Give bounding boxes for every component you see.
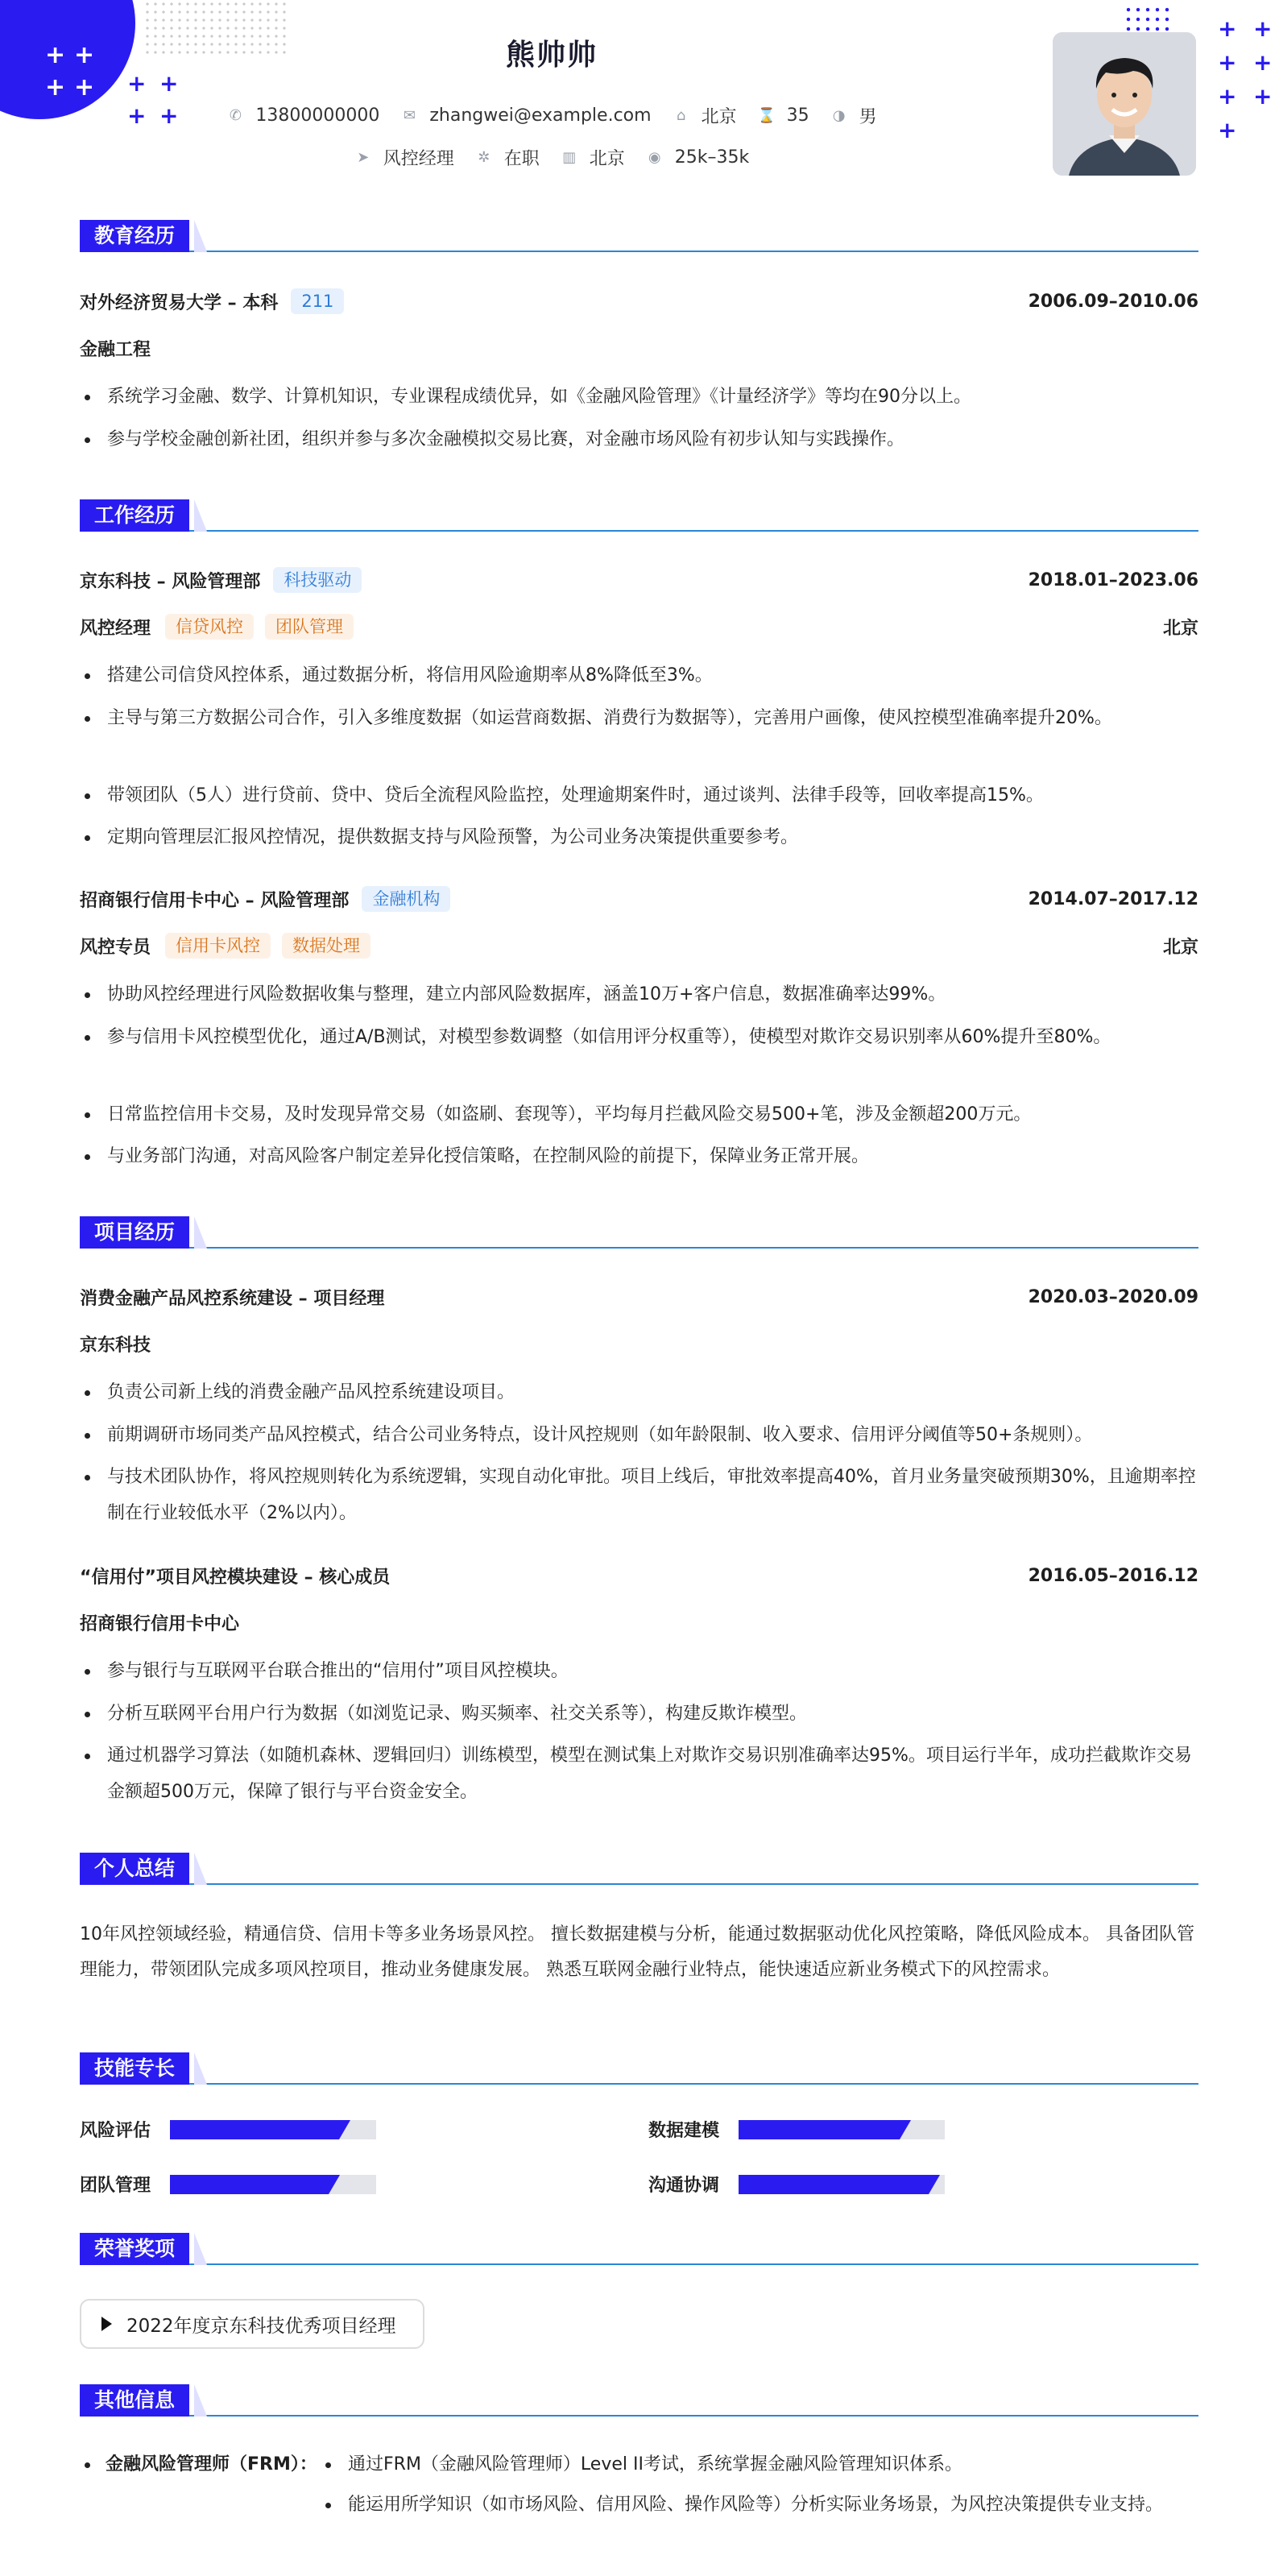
home-icon: ⌂: [676, 106, 686, 124]
status-icon: ✲: [478, 148, 490, 166]
section-title: 个人总结: [80, 1853, 189, 1885]
project-name: “信用付”项目风控模块建设 – 核心成员: [80, 1567, 391, 1588]
plus-decor-icon: +: [1218, 49, 1237, 76]
skill-level-fill: [170, 2120, 339, 2139]
email-item: [400, 106, 651, 126]
contact-row: [0, 103, 1103, 128]
job-icon: ➤: [357, 148, 370, 166]
job-location: 北京: [1162, 937, 1198, 958]
project-org: 招商银行信用卡中心: [80, 1613, 240, 1634]
project-header: [80, 1282, 1198, 1311]
plus-decor-icon: +: [74, 73, 95, 101]
skill-level-bar: [170, 2120, 376, 2139]
list-item: 通过FRM（金融风险管理师）Level II考试，系统掌握金融风险管理知识体系。: [321, 2446, 1198, 2483]
list-item: 前期调研市场同类产品风控模式，结合公司业务特点，设计风控规则（如年龄限制、收入要求、信用评分阈值等50+条规则）。: [80, 1417, 1198, 1453]
job-date: 2014.07–2017.12: [1028, 888, 1198, 909]
list-item: 负责公司新上线的消费金融产品风控系统建设项目。: [80, 1374, 1198, 1410]
summary-text: 10年风控领域经验，精通信贷、信用卡等多业务场景风控。 擅长数据建模与分析，能通过数据驱动优化风控策略，降低风险成本。 具备团队管理能力，带领团队完成多项风控项目，推动业务健康发展。 熟悉互联网金融行业特点，能快速适应新业务模式下的风控需求。: [80, 1924, 1194, 1980]
project-date: 2020.03–2020.09: [1028, 1286, 1198, 1307]
job-date: 2018.01–2023.06: [1028, 569, 1198, 590]
role-tag: 数据处理: [282, 933, 370, 959]
status-text: 在职: [503, 149, 540, 169]
major-name: 金融工程: [80, 339, 151, 360]
section-title-accent: [194, 499, 207, 532]
skill-item: [648, 2172, 945, 2197]
list-item: 定期向管理层汇报风控情况，提供数据支持与风险预警，为公司业务决策提供重要参考。: [80, 819, 1198, 855]
email-text: zhangwei@example.com: [429, 106, 652, 126]
gender-icon: ◑: [832, 106, 846, 124]
certificate-label: 金融风险管理师（FRM）：: [80, 2446, 317, 2483]
list-item: 参与信用卡风控模型优化，通过A/B测试，对模型参数调整（如信用评分权重等），使模型对欺诈交易识别率从60%提升至80%。: [80, 1019, 1198, 1055]
list-item: 参与学校金融创新社团，组织并参与多次金融模拟交易比赛，对金融市场风险有初步认知与实践操作。: [80, 421, 1198, 458]
plus-decor-icon: +: [1253, 83, 1273, 110]
section-divider: [80, 2083, 1198, 2085]
candidate-name: 熊帅帅: [505, 39, 598, 72]
plus-decor-icon: +: [45, 73, 66, 101]
city-item: [561, 145, 625, 170]
project-name: 消费金融产品风控系统建设 – 项目经理: [80, 1288, 385, 1309]
job-intent-row: [0, 145, 1103, 170]
location-item: [673, 103, 737, 128]
age-icon: ⌛: [757, 106, 776, 124]
age-text: 35: [786, 106, 809, 126]
section-title-accent: [194, 2384, 207, 2417]
section-title-accent: [194, 2233, 207, 2265]
list-item: 与技术团队协作，将风控规则转化为系统逻辑，实现自动化审批。项目上线后，审批效率提高40%，首月业务量突破预期30%，且逾期率控制在行业较低水平（2%以内）。: [80, 1459, 1198, 1531]
section-divider: [80, 530, 1198, 532]
skill-level-fill: [170, 2175, 329, 2194]
section-education: [80, 220, 1198, 252]
award-text: 2022年度京东科技优秀项目经理: [126, 2315, 396, 2337]
location-text: 北京: [701, 107, 737, 127]
skill-level-fill: [739, 2175, 929, 2194]
skill-name: 数据建模: [648, 2121, 720, 2141]
skill-item: [80, 2117, 376, 2142]
job-location: 北京: [1162, 618, 1198, 639]
section-skills: [80, 2052, 1198, 2085]
section-title-accent: [194, 1853, 207, 1885]
plus-decor-icon: +: [1253, 49, 1273, 76]
expand-triangle-icon: [101, 2317, 112, 2331]
section-divider: [80, 1883, 1198, 1885]
list-item: 能运用所学知识（如市场风险、信用风险、操作风险等）分析实际业务场景，为风控决策提供专业支持。: [321, 2487, 1198, 2523]
list-item: 带领团队（5人）进行贷前、贷中、贷后全流程风险监控，处理逾期案件时，通过谈判、法律手段等，回收率提高15%。: [80, 777, 1198, 814]
plus-decor-icon: +: [127, 70, 147, 97]
role-tag: 信用卡风控: [165, 933, 271, 959]
company-tag: 金融机构: [362, 886, 450, 912]
plus-decor-icon: +: [1253, 15, 1273, 42]
section-title: 项目经历: [80, 1216, 189, 1249]
mail-icon: ✉: [403, 106, 416, 124]
section-title-accent: [194, 1216, 207, 1249]
section-title: 教育经历: [80, 220, 189, 252]
role-tag: 团队管理: [265, 614, 354, 640]
job-header: [80, 884, 1198, 913]
city-text: 北京: [589, 149, 625, 169]
job-role-row: [80, 931, 1198, 960]
skill-name: 团队管理: [80, 2176, 151, 2196]
section-divider: [80, 251, 1198, 252]
project-date: 2016.05–2016.12: [1028, 1565, 1198, 1586]
salary-text: 25k–35k: [674, 147, 750, 168]
age-item: [758, 106, 809, 126]
list-item: 搭建公司信贷风控体系，通过数据分析，将信用风险逾期率从8%降低至3%。: [80, 657, 1198, 694]
section-projects: [80, 1216, 1198, 1249]
company-tag: 科技驱动: [273, 567, 362, 593]
skill-name: 风险评估: [80, 2121, 151, 2141]
skill-name: 沟通协调: [648, 2176, 720, 2196]
gender-item: [830, 103, 877, 128]
plus-decor-icon: +: [1218, 83, 1237, 110]
list-item: 参与银行与互联网平台联合推出的“信用付”项目风控模块。: [80, 1653, 1198, 1689]
plus-decor-icon: +: [127, 102, 147, 129]
plus-decor-icon: +: [1218, 117, 1237, 143]
school-name: 对外经济贸易大学 – 本科: [80, 292, 279, 313]
list-item: 主导与第三方数据公司合作，引入多维度数据（如运营商数据、消费行为数据等），完善用户画像，使风控模型准确率提升20%。: [80, 700, 1198, 736]
list-item: 日常监控信用卡交易，及时发现异常交易（如盗刷、套现等），平均每月拦截风险交易500+笔，涉及金额超200万元。: [80, 1096, 1198, 1133]
skill-item: [648, 2117, 945, 2142]
dot-pattern: [1124, 5, 1172, 34]
section-title: 荣誉奖项: [80, 2233, 189, 2265]
skill-level-bar: [739, 2175, 945, 2194]
plus-decor-icon: +: [74, 41, 95, 69]
section-divider: [80, 2263, 1198, 2265]
skill-level-bar: [170, 2175, 376, 2194]
city-icon: ▥: [562, 148, 577, 166]
section-divider: [80, 1247, 1198, 1249]
section-other: [80, 2384, 1198, 2417]
role-name: 风控经理: [80, 618, 151, 639]
salary-item: [646, 147, 749, 168]
plus-decor-icon: +: [45, 41, 66, 69]
education-date: 2006.09–2010.06: [1028, 291, 1198, 312]
gender-text: 男: [859, 107, 877, 127]
job-role-row: [80, 612, 1198, 641]
plus-decor-icon: +: [159, 102, 179, 129]
job-text: 风控经理: [383, 149, 454, 169]
list-item: 分析互联网平台用户行为数据（如浏览记录、购买频率、社交关系等），构建反欺诈模型。: [80, 1696, 1198, 1732]
section-work: [80, 499, 1198, 532]
list-item: 系统学习金融、数学、计算机知识，专业课程成绩优异，如《金融风险管理》《计量经济学》等均在90分以上。: [80, 379, 1198, 415]
skill-level-fill: [739, 2120, 900, 2139]
company-name: 京东科技 – 风险管理部: [80, 571, 261, 592]
status-item: [475, 145, 540, 170]
section-title: 技能专长: [80, 2052, 189, 2085]
plus-decor-icon: +: [1218, 15, 1237, 42]
plus-decor-icon: +: [159, 70, 179, 97]
job-header: [80, 565, 1198, 594]
skill-item: [80, 2172, 376, 2197]
role-tag: 信贷风控: [165, 614, 254, 640]
list-item: 通过机器学习算法（如随机森林、逻辑回归）训练模型，模型在测试集上对欺诈交易识别准确率达95%。项目运行半年，成功拦截欺诈交易金额超500万元，保障了银行与平台资金安全。: [80, 1737, 1198, 1810]
section-title: 其他信息: [80, 2384, 189, 2417]
section-awards: [80, 2233, 1198, 2265]
list-item: 协助风控经理进行风险数据收集与整理，建立内部风险数据库，涵盖10万+客户信息，数据准确率达99%。: [80, 976, 1198, 1013]
role-name: 风控专员: [80, 937, 151, 958]
company-name: 招商银行信用卡中心 – 风险管理部: [80, 890, 350, 911]
project-org: 京东科技: [80, 1335, 151, 1356]
phone-item: [226, 106, 379, 126]
skill-level-bar: [739, 2120, 945, 2139]
section-title: 工作经历: [80, 499, 189, 532]
phone-text: 13800000000: [255, 106, 380, 126]
phone-icon: ✆: [229, 106, 242, 124]
list-item: 与业务部门沟通，对高风险客户制定差异化授信策略，在控制风险的前提下，保障业务正常开展。: [80, 1138, 1198, 1174]
education-header: [80, 287, 1198, 316]
project-header: [80, 1561, 1198, 1590]
section-summary: [80, 1853, 1198, 1885]
section-title-accent: [194, 2052, 207, 2085]
job-item: [354, 145, 454, 170]
section-title-accent: [194, 220, 207, 252]
avatar: [1053, 32, 1196, 176]
school-tag: 211: [291, 288, 344, 314]
section-divider: [80, 2415, 1198, 2417]
award-item[interactable]: [80, 2299, 424, 2349]
salary-icon: ◉: [648, 148, 661, 166]
